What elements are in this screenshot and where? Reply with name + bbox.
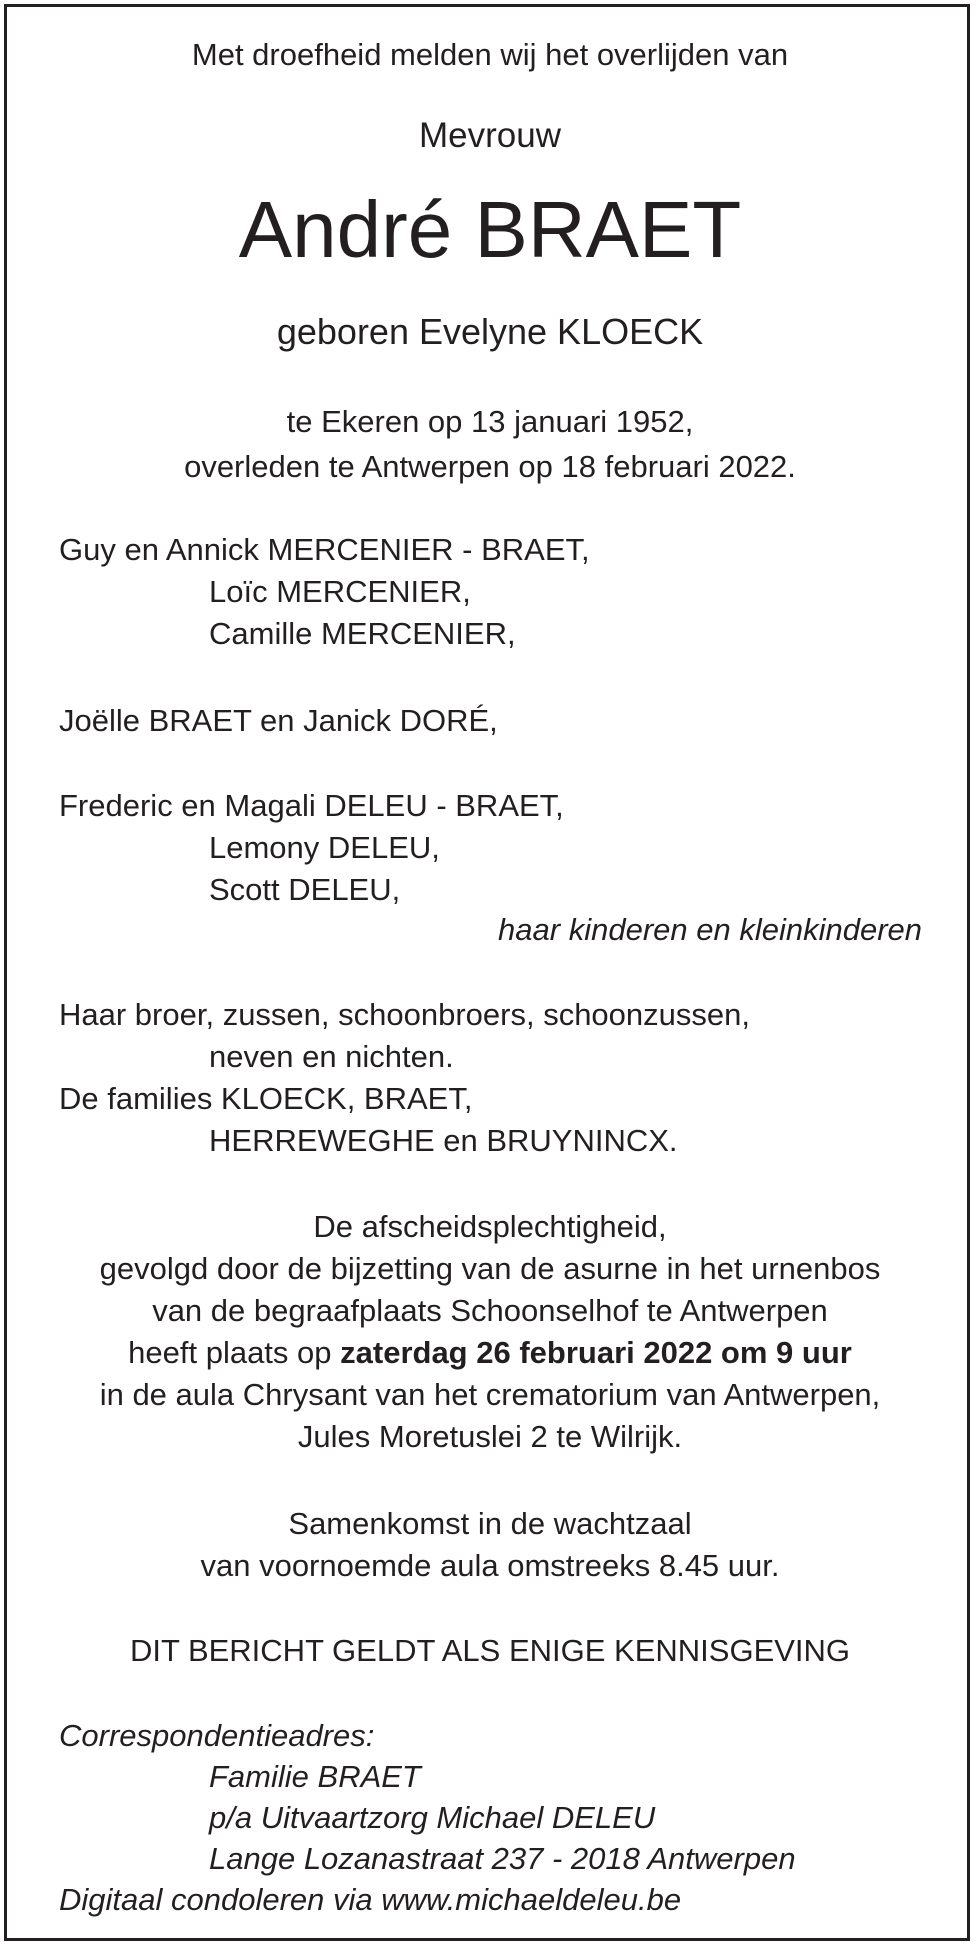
birth-line: te Ekeren op 13 januari 1952, bbox=[286, 404, 694, 439]
death-line: overleden te Antwerpen op 18 februari 2022. bbox=[184, 449, 796, 484]
correspondence-label: Correspondentieadres: bbox=[59, 1718, 375, 1753]
family-line: Haar broer, zussen, schoonbroers, schoonzussen, bbox=[59, 997, 750, 1032]
ceremony-line: Jules Moretuslei 2 te Wilrijk. bbox=[297, 1419, 683, 1454]
family-line: neven en nichten. bbox=[209, 1039, 454, 1074]
ceremony-date-line bbox=[0, 1333, 980, 1373]
correspondence-line: p/a Uitvaartzorg Michael DELEU bbox=[209, 1800, 656, 1835]
family-line: Camille MERCENIER, bbox=[209, 616, 516, 651]
condolence-link: Digitaal condoleren via www.michaeldeleu.be bbox=[59, 1882, 682, 1917]
official-notice: DIT BERICHT GELDT ALS ENIGE KENNISGEVING bbox=[129, 1633, 851, 1668]
family-line: Lemony DELEU, bbox=[209, 830, 440, 865]
maiden-name: geboren Evelyne KLOECK bbox=[276, 311, 704, 352]
family-line: HERREWEGHE en BRUYNINCX. bbox=[209, 1123, 678, 1158]
family-line: De families KLOECK, BRAET, bbox=[59, 1081, 473, 1116]
ceremony-date-prefix: heeft plaats op bbox=[128, 1335, 341, 1370]
ceremony-line: in de aula Chrysant van het crematorium van Antwerpen, bbox=[99, 1377, 881, 1412]
ceremony-date: zaterdag 26 februari 2022 om 9 uur bbox=[340, 1335, 852, 1370]
family-line: Scott DELEU, bbox=[209, 872, 401, 907]
correspondence-line: Lange Lozanastraat 237 - 2018 Antwerpen bbox=[209, 1841, 796, 1876]
gathering-line: Samenkomst in de wachtzaal bbox=[288, 1506, 692, 1541]
ceremony-line: van de begraafplaats Schoonselhof te Antwerpen bbox=[152, 1293, 828, 1328]
family-line: Guy en Annick MERCENIER - BRAET, bbox=[59, 532, 590, 567]
family-line: Frederic en Magali DELEU - BRAET, bbox=[59, 788, 564, 823]
correspondence-line: Familie BRAET bbox=[209, 1759, 421, 1794]
family-relation: haar kinderen en kleinkinderen bbox=[498, 912, 922, 947]
gathering-line: van voornoemde aula omstreeks 8.45 uur. bbox=[200, 1548, 780, 1583]
intro-text: Met droefheid melden wij het overlijden van bbox=[191, 37, 789, 72]
ceremony-line: De afscheidsplechtigheid, bbox=[313, 1209, 667, 1244]
deceased-name: André BRAET bbox=[238, 185, 742, 274]
family-line: Joëlle BRAET en Janick DORÉ, bbox=[59, 703, 498, 738]
family-line: Loïc MERCENIER, bbox=[209, 574, 471, 609]
salutation: Mevrouw bbox=[419, 116, 561, 155]
ceremony-line: gevolgd door de bijzetting van de asurne in het urnenbos bbox=[99, 1251, 881, 1286]
